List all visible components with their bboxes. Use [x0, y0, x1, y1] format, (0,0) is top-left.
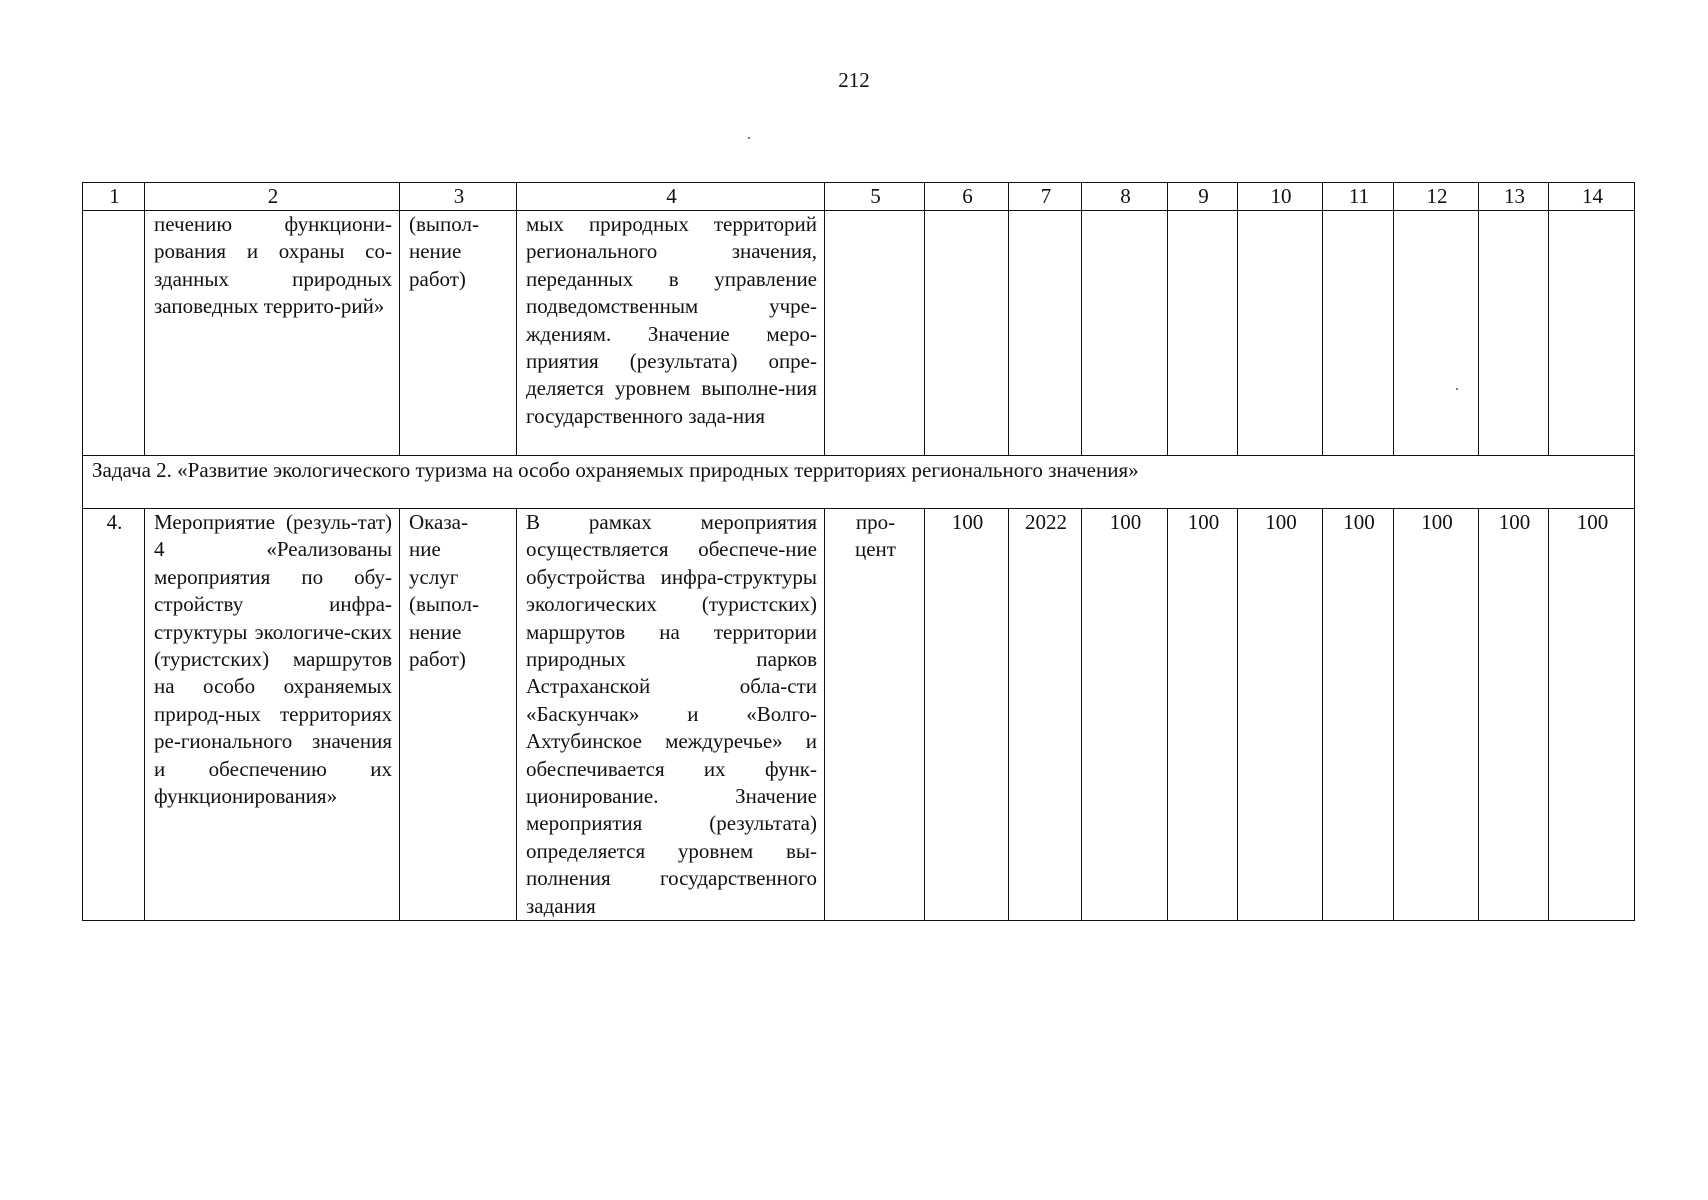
cell-value: [1082, 211, 1168, 456]
cell-value: [1394, 211, 1479, 456]
cell-value: 100: [1238, 509, 1323, 921]
cell-value: [1479, 211, 1549, 456]
document-table: [82, 182, 1635, 921]
column-header: 3: [400, 183, 517, 211]
column-header: 7: [1009, 183, 1082, 211]
column-header: 5: [825, 183, 925, 211]
column-header: 6: [925, 183, 1009, 211]
cell-description: мых природных территорий регионального значения, переданных в управление подведомственным учре-ждениям. Значение меро-приятия (результата) опре-деляется уровнем выполне-ния государственного зада-ния: [517, 211, 825, 456]
cell-event-name: печению функциони-рования и охраны со-зданных природных заповедных террито-рий»: [145, 211, 400, 456]
column-header: 10: [1238, 183, 1323, 211]
cell-number: 4.: [83, 509, 145, 921]
cell-line: про-: [855, 510, 896, 534]
column-header: 12: [1394, 183, 1479, 211]
cell-value: [1168, 211, 1238, 456]
cell-event-name: Мероприятие (резуль-тат) 4 «Реализованы мероприятия по обу-стройству инфра-структуры экологиче-ских (туристских) маршрутов на особо охраняемых природ-ных территориях ре-гионального значения и обеспечению их функционирования»: [145, 509, 400, 921]
column-header: 8: [1082, 183, 1168, 211]
cell-value: 100: [925, 509, 1009, 921]
page-number: 212: [838, 68, 870, 92]
cell-line: Оказа-: [409, 510, 468, 534]
cell-value: 100: [1479, 509, 1549, 921]
cell-line: услуг: [409, 564, 459, 589]
column-header: 2: [145, 183, 400, 211]
table-row-continued: [83, 211, 1635, 456]
cell-number: [83, 211, 145, 456]
cell-value: [1238, 211, 1323, 456]
cell-line: ние: [409, 537, 441, 562]
cell-description: В рамках мероприятия осуществляется обеспече-ние обустройства инфра-структуры экологических (туристских) маршрутов на территории природных парков Астраханской обла-сти «Баскунчак» и «Волго-Ахтубинское междуречье» и обеспечивается их функ-ционирование. Значение мероприятия (результата) определяется уровнем вы-полнения государственного задания: [517, 509, 825, 921]
cell-line: цент: [855, 537, 896, 562]
cell-value: 100: [1082, 509, 1168, 921]
column-header: 14: [1549, 183, 1635, 211]
cell-line: работ): [409, 647, 466, 672]
cell-value: 100: [1168, 509, 1238, 921]
cell-unit: [825, 211, 925, 456]
cell-value: [925, 211, 1009, 456]
cell-value: [1323, 211, 1394, 456]
column-header: 11: [1323, 183, 1394, 211]
column-header: 4: [517, 183, 825, 211]
cell-line: нение: [409, 619, 462, 644]
task-title: Задача 2. «Развитие экологического туризма на особо охраняемых природных территориях регионального значения»: [83, 456, 1635, 509]
cell-value: [1009, 211, 1082, 456]
cell-value: 100: [1549, 509, 1635, 921]
cell-value: 100: [1394, 509, 1479, 921]
cell-year: 2022: [1009, 509, 1082, 921]
cell-unit: [825, 509, 925, 921]
scan-speck: [748, 137, 750, 139]
task-row: [83, 456, 1635, 509]
column-header: 13: [1479, 183, 1549, 211]
cell-event-type: [400, 509, 517, 921]
cell-value: [1549, 211, 1635, 456]
column-header: 1: [83, 183, 145, 211]
column-header: 9: [1168, 183, 1238, 211]
cell-value: 100: [1323, 509, 1394, 921]
cell-line: (выпол-: [409, 592, 479, 617]
table-header-row: [83, 183, 1635, 211]
table-row: [83, 509, 1635, 921]
cell-event-type: (выпол-нение работ): [400, 211, 517, 456]
